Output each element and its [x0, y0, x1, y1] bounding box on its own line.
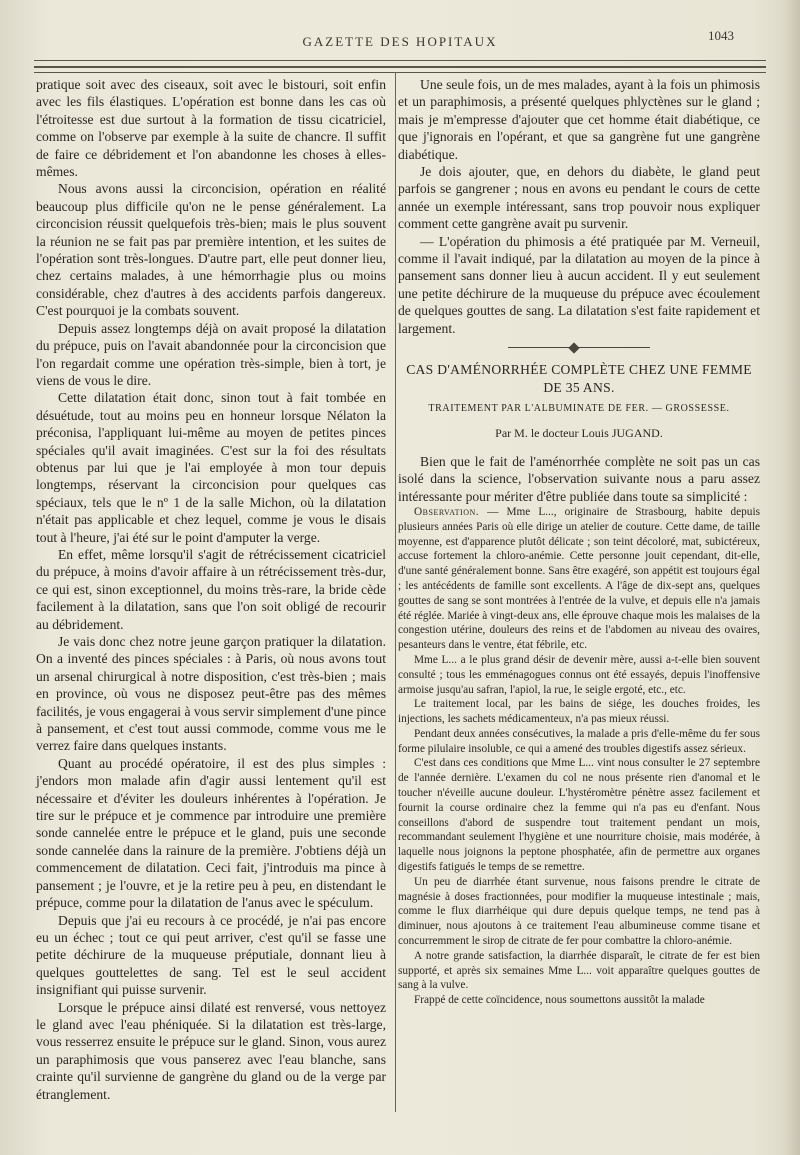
paragraph: Depuis assez longtemps déjà on avait proposé la dilatation du prépuce, puis on l'avait abandonnée pour la circoncision que l'on regardait comme une opération très-simple, bien à tort, je viens de vous le dire.: [36, 320, 386, 388]
section-separator: [398, 345, 760, 351]
page-number: 1043: [708, 28, 734, 43]
paragraph: Frappé de cette coïncidence, nous soumettons aussitôt la malade: [414, 994, 705, 1007]
page-header: [0, 30, 800, 56]
paragraph: Nous avons aussi la circoncision, opération en réalité beaucoup plus difficile qu'on ne le pense généralement. La circoncision réussit quelquefois très-bien; mais le plus souvent la réunion ne se fait pas par première intention, et les suites de l'opération sont très-longues. D'autre part, elle peut donner lieu, chez certains malades, à une hémorrhagie plus ou moins considérable, chez d'autres à des accidents parfois dangereux. C'est pourquoi je la combats souvent.: [36, 181, 386, 319]
observation-block: [398, 505, 760, 1008]
paragraph: Lorsque le prépuce ainsi dilaté est renversé, vous nettoyez le gland avec l'eau phéniquée. Si la dilatation est très-large, vous resserrez ensuite le prépuce sur le gland. Sinon, vous aurez un paraphimosis que vous panserez avec l'eau blanche, sans crainte qu'il survienne de gangrène du gland ou de la verge par étranglement.: [36, 999, 386, 1102]
observation-label: Observation.: [414, 505, 480, 518]
paragraph: Je dois ajouter, que, en dehors du diabète, le gland peut parfois se gangrener ; nous en avons eu pendant le cours de cette année un exemple intéressant, sans trop pouvoir nous expliquer comment cette gangrène avait pu survenir.: [398, 164, 760, 232]
paragraph: C'est dans ces conditions que Mme L... vint nous consulter le 27 septembre de l'année dernière. L'examen du col ne nous présente rien d'anomal et le toucher n'éveille aucune douleur. L'hystéromètre pénètre assez facilement et fournit la course ordinaire chez la femme qui n'a pas eu d'enfant. Nous conseillons d'abord de suspendre tout traitement pendant un mois, recommandant seulement l'hygiène et une nourriture choisie, mais modérée, à laquelle nous joignons la peptone phosphatée, afin de permettre aux organes digestifs fatigués le temps de se remettre.: [398, 757, 760, 874]
observation-first-paragraph: [398, 505, 760, 653]
paragraph: En effet, même lorsqu'il s'agit de rétrécissement cicatriciel du prépuce, à moins d'avoir affaire à un rétrécissement très-dur, ce qui est, sinon exceptionnel, du moins très-rare, la bride cède facilement à la dilatation, sans que l'on soit obligé de recourir au débridement.: [36, 546, 386, 632]
page-edge-shadow: [782, 0, 800, 1155]
header-rule-thick: [34, 66, 766, 68]
observation-text: — Mme L..., originaire de Strasbourg, habite depuis plusieurs années Paris où elle dirige un atelier de couture. Cette dame, de taille moyenne, est d'apparence plutôt délicate ; son teint décoloré, mat, subictéreux, accuse fortement la chloro-anémie. Cette personne jouit cependant, dit-elle, d'une santé généralement bonne. Sans être exagéré, son appétit est toujours égal ; les antécédents de famille sont excellents. A l'âge de dix-sept ans, quelques gouttes de sang se sont montrées à l'entrée de la vulve, et depuis elle n'a jamais été réglée. Mariée à vingt-deux ans, elle éprouve chaque mois les malaises de la congestion utérine, douleurs des reins et de l'abdomen au niveau des ovaires, pesanteurs dans le ventre, état fébrile, etc.: [398, 505, 760, 652]
article-title: CAS D'AMÉNORRHÉE COMPLÈTE CHEZ UNE FEMME DE 35 ANS.: [406, 362, 752, 395]
paragraph: Cette dilatation était donc, sinon tout à fait tombée en désuétude, tout au moins peu en honneur lorsque Nélaton la préconisa, l'appliquant lui-même au moyen de petites pinces spéciales qu'il avait imaginées. C'est sur la foi des résultats obtenus par lui que je l'ai employée à mon tour depuis longtemps, réservant la circoncision pour quelques cas spéciaux, tels que le nº 1 de la salle Michon, où la dilatation n'était pas applicable et chez lequel, comme je vous le disais tout à l'heure, j'ai été sur le point d'amputer la verge.: [36, 390, 386, 545]
paragraph: Mme L... a le plus grand désir de devenir mère, aussi a-t-elle bien souvent consulté ; tous les emménagogues connus ont été essayés, depuis l'inoffensive armoise jusqu'au safran, l'apiol, la rue, le seigle ergoté, etc., etc.: [398, 653, 760, 696]
paragraph: Pendant deux années consécutives, la malade a pris d'elle-même du fer sous forme pilulaire insoluble, ce qui a amené des troubles digestifs assez sérieux.: [398, 727, 760, 755]
right-column: [398, 76, 760, 1008]
article-subtitle: TRAITEMENT PAR L'ALBUMINATE DE FER. — GROSSESSE.: [428, 402, 730, 414]
paragraph: pratique soit avec des ciseaux, soit avec le bistouri, soit enfin avec les fils élastiques. L'opération est bonne dans les cas où l'étroitesse est due surtout à la formation de tissu cicatriciel, comme on l'observe par exemple à la suite de chancre. Il suffit de faire ce débridement et l'on abandonne les choses à elles-mêmes.: [36, 77, 386, 180]
header-rule: [34, 60, 766, 61]
column-divider: [395, 72, 396, 1112]
paragraph: Je vais donc chez notre jeune garçon pratiquer la dilatation. On a inventé des pinces spéciales : à Paris, où nous avons tout un arsenal chirurgical à notre disposition, c'est très-bien ; mais en province, où vous ne disposez peut-être pas des mêmes facilités, je vous engagerai à vous servir simplement d'une pince à pansement, et c'est tout aussi commode, comme vous me le verrez faire dans quelques instants.: [36, 634, 386, 754]
running-title: GAZETTE DES HOPITAUX: [302, 34, 498, 49]
article-byline: Par M. le docteur Louis JUGAND.: [495, 426, 663, 441]
paragraph: Depuis que j'ai eu recours à ce procédé, je n'ai pas encore eu un échec ; tout ce qui peut arriver, c'est qu'il se fasse une petite déchirure de la muqueuse préputiale, donnant lieu à quelques gouttelettes de sang. Tel est le seul accident insignifiant qui puisse survenir.: [36, 912, 386, 998]
paragraph: Une seule fois, un de mes malades, ayant à la fois un phimosis et un paraphimosis, a présenté quelques phlyctènes sur le gland ; mais je m'empresse d'ajouter que cet homme était diabétique, ce que j'ignorais en l'opérant, et que sa gangrène fut une gangrène diabétique.: [398, 77, 760, 162]
article-intro: Bien que le fait de l'aménorrhée complète ne soit pas un cas isolé dans la science, l'observation suivante nous a paru assez intéressante pour mériter d'être publiée dans toute sa simplicité :: [398, 453, 760, 504]
left-column: [36, 76, 386, 1103]
paragraph: Le traitement local, par les bains de siége, les douches froides, les injections, les sachets médicamenteux, n'a pas mieux réussi.: [398, 698, 760, 726]
paragraph: Un peu de diarrhée étant survenue, nous faisons prendre le citrate de magnésie à doses fractionnées, pour modifier la muqueuse intestinale ; mais, comme le flux diarrhéique qui dure depuis quelque temps, ne tend pas à diminuer, nous ajoutons à ce traitement l'eau albumineuse comme tisane et concurremment le sirop de citrate de fer pour combattre la chloro-anémie.: [398, 875, 760, 948]
paragraph: A notre grande satisfaction, la diarrhée disparaît, le citrate de fer est bien supporté, et après six semaines Mme L... voit apparaître quelques gouttes de sang à la vulve.: [398, 949, 760, 992]
header-rule: [34, 72, 766, 73]
paragraph: — L'opération du phimosis a été pratiquée par M. Verneuil, comme il l'avait indiqué, par la dilatation au moyen de la pince à pansement sans donner lieu à aucun accident. Il y eut seulement une petite déchirure de la muqueuse du prépuce avec écoulement de quelques gouttes de sang. La dilatation s'est faite rapidement et largement.: [398, 233, 760, 336]
paragraph: Quant au procédé opératoire, il est des plus simples : j'endors mon malade afin d'agir aussi lentement qu'il est nécessaire et d'éviter les douleurs inhérentes à l'opération. Je tire sur le prépuce et je commence par introduire une première sonde cannelée entre le prépuce et le gland, puis une seconde sonde cannelée dans la rainure de la première. J'obtiens déjà un commencement de dilatation. Ceci fait, j'introduis ma pince à pansement ; je l'ouvre, et je la retire peu à peu, en distendant le prépuce, comme pour la dilatation de l'anus avec le spéculum.: [36, 755, 386, 911]
